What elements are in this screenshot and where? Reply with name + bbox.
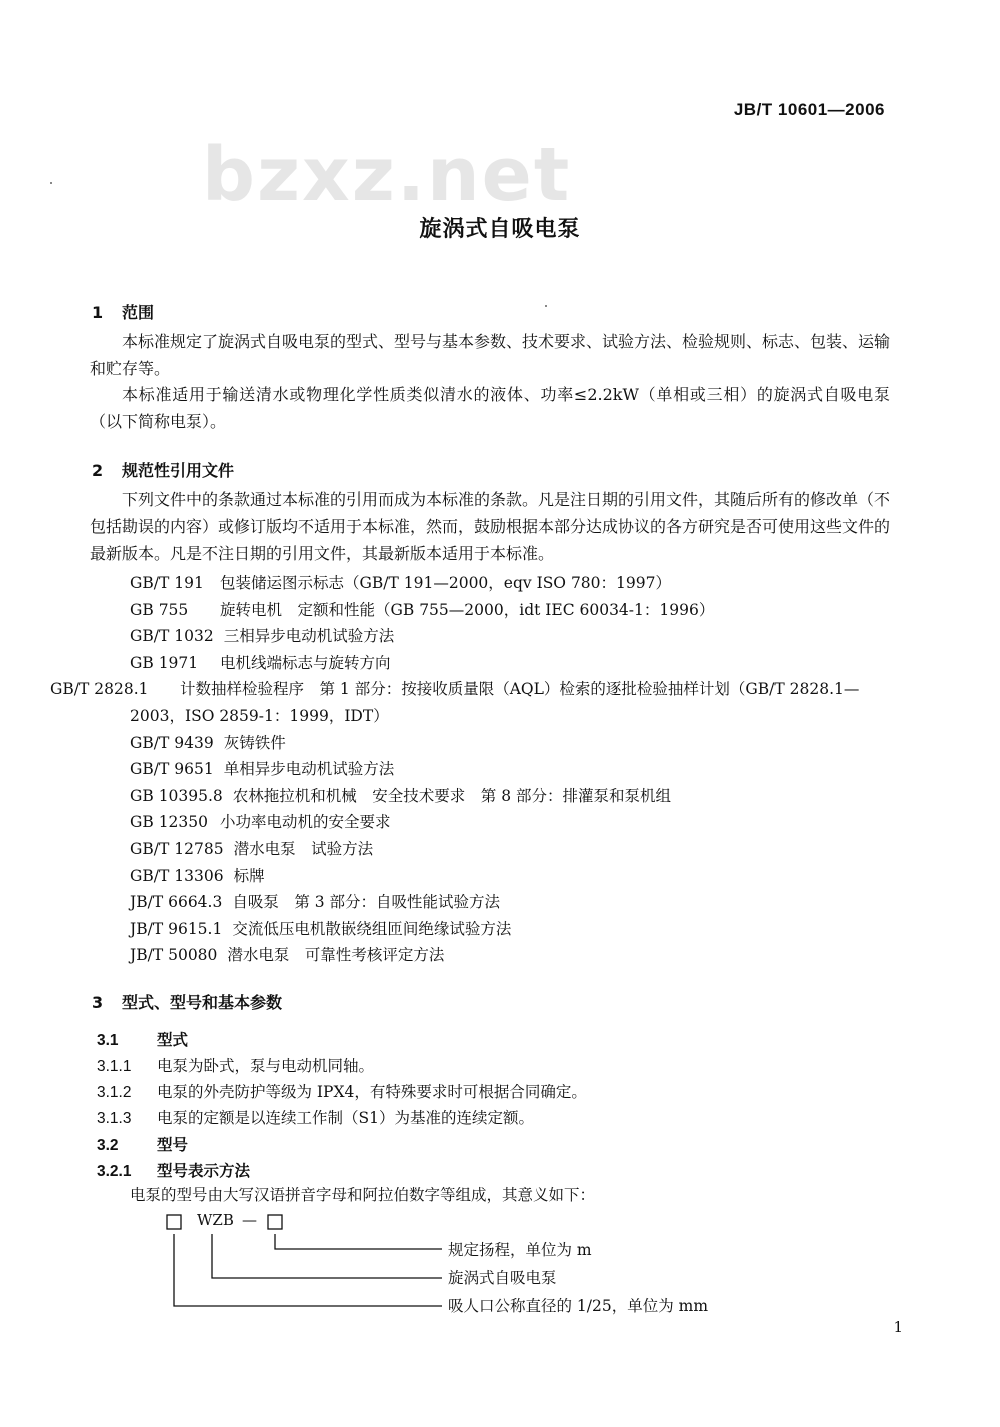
- section-2-paragraph: 下列文件中的条款通过本标准的引用而成为本标准的条款。凡是注日期的引用文件，其随后所有的修改单（不包括勘误的内容）或修订版均不适用于本标准，然而，鼓励根据本部分达成协议的各方研究是否可使用这些文件的最新版本。凡是不注日期的引用文件，其最新版本适用于本标准。: [90, 490, 891, 563]
- clause-text: 电泵的定额是以连续工作制（S1）为基准的连续定额。: [157, 1109, 534, 1127]
- clause-text: 型号: [157, 1136, 189, 1154]
- reference-code: GB/T 1032: [130, 627, 214, 646]
- section-title: 规范性引用文件: [122, 461, 235, 480]
- clause-text: 型式: [157, 1031, 189, 1049]
- label-head: 规定扬程，单位为 m: [448, 1241, 592, 1259]
- clause-number: 3.1.1: [97, 1058, 132, 1075]
- reference-item: [130, 756, 900, 783]
- reference-code: GB/T 12785: [130, 839, 224, 858]
- reference-title: 小功率电动机的安全要求: [220, 813, 391, 832]
- section-title: 范围: [122, 303, 155, 322]
- reference-title: 交流低压电机散嵌绕组匝间绝缘试验方法: [232, 919, 512, 938]
- clause-3-1-3: [97, 1106, 534, 1131]
- reference-code: GB/T 191: [130, 574, 204, 592]
- reference-code: JB/T 50080: [130, 946, 218, 965]
- section-title: 型式、型号和基本参数: [122, 993, 283, 1012]
- model-code-text: WZB: [197, 1211, 234, 1229]
- section-2-heading: [92, 458, 234, 481]
- clause-number: 3.1.2: [97, 1084, 132, 1101]
- reference-title: 单相异步电动机试验方法: [223, 760, 395, 779]
- reference-code: GB/T 13306: [130, 866, 224, 885]
- model-dash: —: [242, 1211, 257, 1229]
- reference-title: 灰铸铁件: [223, 733, 286, 752]
- document-title: 旋涡式自吸电泵: [419, 217, 581, 242]
- normative-references-list: [50, 570, 900, 969]
- label-inlet-diameter: 吸人口公称直径的 1/25，单位为 mm: [448, 1297, 709, 1315]
- reference-code: GB/T 2828.1: [50, 680, 149, 699]
- scan-speck: [50, 182, 52, 184]
- section-1-paragraph-2: 本标准适用于输送清水或物理化学性质类似清水的液体、功率≤2.2kW（单相或三相）的旋涡式自吸电泵（以下简称电泵）。: [90, 385, 890, 431]
- reference-code: GB 755: [130, 600, 189, 619]
- reference-title: 包装储运图示标志（GB/T 191—2000，eqv ISO 780：1997）: [220, 574, 671, 592]
- reference-code: JB/T 6664.3: [130, 893, 223, 912]
- reference-code: JB/T 9615.1: [130, 919, 223, 938]
- clause-number: 3.2.1: [97, 1163, 132, 1180]
- reference-item: [130, 863, 900, 890]
- model-designation-intro: 电泵的型号由大写汉语拼音字母和阿拉伯数字等组成，其意义如下：: [130, 1186, 596, 1204]
- reference-item: [130, 570, 900, 597]
- clause-3-2: [97, 1133, 188, 1158]
- reference-item: [130, 809, 900, 836]
- reference-item: [130, 650, 900, 677]
- reference-item: [130, 889, 900, 916]
- reference-title: 潜水电泵 试验方法: [233, 839, 374, 858]
- reference-code: GB 1971: [130, 653, 199, 672]
- section-number: 2: [92, 461, 104, 480]
- label-pump-type: 旋涡式自吸电泵: [448, 1269, 557, 1287]
- scan-speck: [545, 305, 547, 307]
- leader-line-type: [212, 1234, 442, 1278]
- clause-3-1: [97, 1028, 188, 1053]
- reference-code: GB 10395.8: [130, 786, 223, 805]
- clause-3-2-1: [97, 1159, 250, 1184]
- page-number: 1: [893, 1318, 903, 1336]
- reference-code: GB/T 9439: [130, 733, 214, 752]
- model-designation-diagram: [160, 1210, 800, 1320]
- reference-code: GB 12350: [130, 813, 209, 832]
- leader-line-diameter: [174, 1234, 442, 1306]
- section-3-heading: [92, 990, 282, 1013]
- reference-title: 电机线端标志与旋转方向: [220, 653, 391, 672]
- clause-number: 3.1: [97, 1032, 119, 1049]
- reference-title: 潜水电泵 可靠性考核评定方法: [227, 946, 445, 965]
- section-number: 1: [92, 303, 104, 322]
- clause-text: 型号表示方法: [157, 1162, 251, 1180]
- watermark-text: bzxz.net: [202, 132, 572, 218]
- reference-title: 农林拖拉机和机械 安全技术要求 第 8 部分：排灌泵和泵机组: [232, 786, 672, 805]
- reference-title: 计数抽样检验程序 第 1 部分：按接收质量限（AQL）检索的逐批检验抽样计划（GB/T 2828.1—2003，ISO 2859-1：1999，IDT）: [130, 680, 860, 725]
- reference-title: 三相异步电动机试验方法: [223, 627, 395, 646]
- clause-3-1-1: [97, 1054, 374, 1079]
- placeholder-box-left: [167, 1215, 181, 1229]
- reference-item: [130, 783, 900, 810]
- leader-line-head: [275, 1234, 442, 1249]
- standard-number: JB/T 10601—2006: [733, 100, 885, 119]
- reference-item: [130, 836, 900, 863]
- clause-number: 3.1.3: [97, 1110, 132, 1127]
- clause-number: 3.2: [97, 1137, 119, 1154]
- clause-text: 电泵的外壳防护等级为 IPX4，有特殊要求时可根据合同确定。: [157, 1083, 587, 1101]
- section-1-heading: [92, 300, 154, 323]
- clause-text: 电泵为卧式，泵与电动机同轴。: [157, 1057, 375, 1075]
- reference-item: [130, 623, 900, 650]
- reference-item: [50, 676, 900, 729]
- clause-3-1-2: [97, 1080, 587, 1105]
- reference-item: [130, 916, 900, 943]
- section-1-paragraph-1: 本标准规定了旋涡式自吸电泵的型式、型号与基本参数、技术要求、试验方法、检验规则、标志、包装、运输和贮存等。: [90, 332, 891, 378]
- reference-title: 标牌: [233, 866, 265, 885]
- reference-item: [130, 730, 900, 757]
- reference-title: 自吸泵 第 3 部分：自吸性能试验方法: [232, 893, 501, 912]
- reference-item: [130, 942, 900, 969]
- reference-code: GB/T 9651: [130, 760, 214, 779]
- placeholder-box-right: [268, 1215, 282, 1229]
- reference-title: 旋转电机 定额和性能（GB 755—2000，idt IEC 60034-1：1996）: [220, 600, 715, 619]
- section-number: 3: [92, 993, 104, 1012]
- reference-item: [130, 597, 900, 624]
